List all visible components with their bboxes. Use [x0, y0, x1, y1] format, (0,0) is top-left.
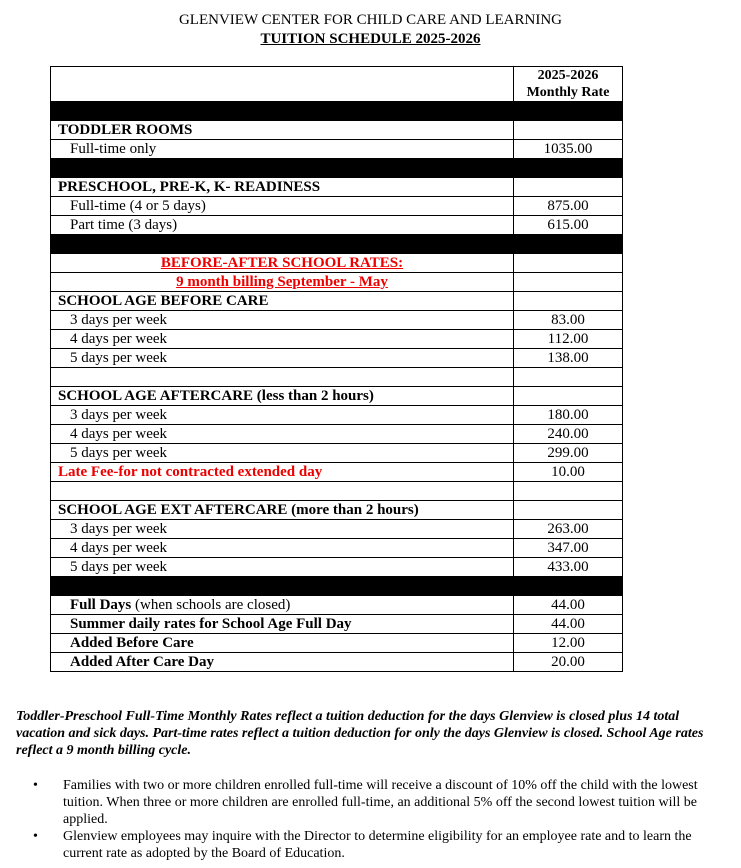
section-divider [51, 159, 623, 178]
section-divider [51, 577, 623, 596]
section-divider [51, 235, 623, 254]
table-row: Part time (3 days) 615.00 [51, 216, 623, 235]
billing-note: 9 month billing September - May [51, 273, 623, 292]
table-row: Full-time only 1035.00 [51, 140, 623, 159]
table-row: 4 days per week 240.00 [51, 425, 623, 444]
section-header-preschool: PRESCHOOL, PRE-K, K- READINESS [51, 178, 623, 197]
summer-row: Summer daily rates for School Age Full Day 44.00 [51, 615, 623, 634]
table-row: 3 days per week 263.00 [51, 520, 623, 539]
tuition-table [50, 66, 623, 672]
section-header-aftercare: SCHOOL AGE AFTERCARE (less than 2 hours) [51, 387, 623, 406]
table-row: 3 days per week 83.00 [51, 311, 623, 330]
list-item: • Families with two or more children enrolled full-time will receive a discount of 10% off the child with the lowest tuition. When three or more children are enrolled full-time, an additional 5% off the second lowest tuition will be applied. [33, 778, 698, 827]
late-fee-row: Late Fee-for not contracted extended day 10.00 [51, 463, 623, 482]
section-header-toddler: TODDLER ROOMS [51, 121, 623, 140]
blank-row [51, 482, 623, 501]
added-after-row: Added After Care Day 20.00 [51, 653, 623, 672]
rates-note: Toddler-Preschool Full-Time Monthly Rates reflect a tuition deduction for the days Glenview is closed plus 14 total vacation and sick days. Part-time rates reflect a tuition deduction for only the days Glenview is closed. School Age rates reflect a 9 month billing cycle. [16, 709, 704, 758]
added-before-row: Added Before Care 12.00 [51, 634, 623, 653]
table-row: 5 days per week 433.00 [51, 558, 623, 577]
bullet-icon: • [33, 778, 38, 793]
list-item: • Glenview employees may inquire with the Director to determine eligibility for an employee rate and to learn the current rate as adopted by the Board of Education. [33, 829, 692, 861]
section-header-before-care: SCHOOL AGE BEFORE CARE [51, 292, 623, 311]
full-days-row: Full Days (when schools are closed) 44.00 [51, 596, 623, 615]
before-after-heading: BEFORE-AFTER SCHOOL RATES: [51, 254, 623, 273]
section-divider [51, 102, 623, 121]
section-header-ext-aftercare: SCHOOL AGE EXT AFTERCARE (more than 2 hours) [51, 501, 623, 520]
table-row: 3 days per week 180.00 [51, 406, 623, 425]
table-row: 5 days per week 138.00 [51, 349, 623, 368]
blank-row [51, 368, 623, 387]
table-row: Full-time (4 or 5 days) 875.00 [51, 197, 623, 216]
table-header-row [51, 67, 623, 102]
table-row: 5 days per week 299.00 [51, 444, 623, 463]
org-name: GLENVIEW CENTER FOR CHILD CARE AND LEARNING [178, 12, 563, 28]
bullet-icon: • [33, 829, 38, 844]
rate-column-header: 2025-2026 Monthly Rate [514, 67, 623, 102]
table-row: 4 days per week 112.00 [51, 330, 623, 349]
page-title: TUITION SCHEDULE 2025-2026 [260, 31, 481, 47]
table-row: 4 days per week 347.00 [51, 539, 623, 558]
